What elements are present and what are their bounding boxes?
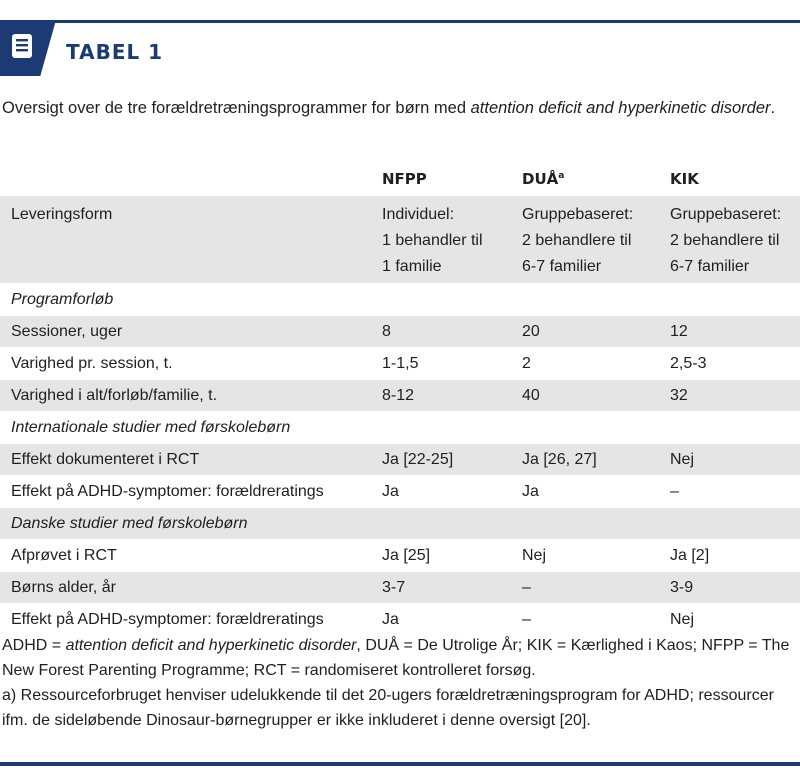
table-row: Varighed i alt/forløb/familie, t. 8-12 40 32 [0, 379, 800, 411]
table-footnotes [2, 633, 792, 733]
section-row: Internationale studier med førskolebørn [0, 411, 800, 443]
section-row: Programforløb [0, 283, 800, 315]
table-row: Sessioner, uger 8 20 12 [0, 315, 800, 347]
footnote-a: a) Ressourceforbruget henviser udelukkende til det 20-ugers forældretræningsprogram for ADHD; ressourcer ifm. de sideløbende Dinosaur-børnegrupper er ikke inkluderet i denne oversigt [20]. [2, 687, 774, 729]
table-header-row [0, 160, 800, 195]
table-caption: Oversigt over de tre forældretræningsprogrammer for børn med attention deficit and hyperkinetic disorder. [2, 99, 776, 117]
section-row: Danske studier med førskolebørn [0, 507, 800, 539]
col-header-kik: KIK [670, 170, 699, 188]
table-row: Effekt på ADHD-symptomer: forældreratings Ja Ja – [0, 475, 800, 507]
top-rule [0, 20, 800, 23]
table-row: Børns alder, år 3-7 – 3-9 [0, 571, 800, 603]
table-title: TABEL 1 [66, 40, 164, 64]
table-row: Afprøvet i RCT Ja [25] Nej Ja [2] [0, 539, 800, 571]
table-row: Effekt dokumenteret i RCT Ja [22-25] Ja [26, 27] Nej [0, 443, 800, 475]
programs-table [0, 160, 800, 635]
table-row: Effekt på ADHD-symptomer: forældreratings Ja – Nej [0, 603, 800, 635]
document-list-icon [11, 33, 33, 59]
col-header-nfpp: NFPP [382, 170, 427, 188]
table-row: Leveringsform Individuel: 1 behandler til 1 familie Gruppebaseret: 2 behandlere til 6-7 familier Gruppebaseret: 2 behandlere til 6-7 familier [0, 195, 800, 283]
table-row: Varighed pr. session, t. 1-1,5 2 2,5-3 [0, 347, 800, 379]
abbreviations-note: ADHD = attention deficit and hyperkinetic disorder, DUÅ = De Utrolige År; KIK = Kærlighed i Kaos; NFPP = The New Forest Parenting Programme; RCT = randomiseret kontrolleret forsøg. [2, 637, 790, 679]
col-header-dua: DUÅ$^a$ [522, 170, 565, 188]
bottom-rule [0, 762, 800, 766]
